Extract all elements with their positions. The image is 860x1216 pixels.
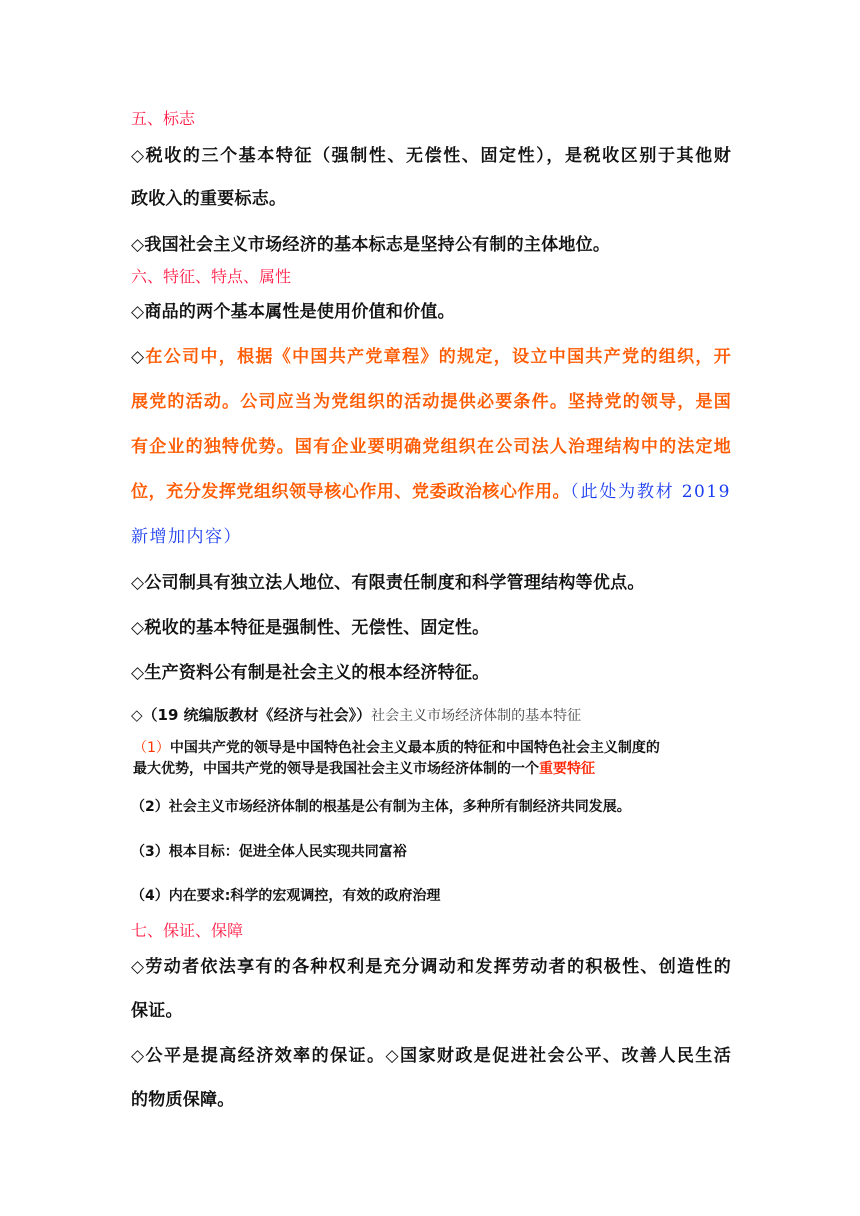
item-text: 社会主义市场经济体制的根基是公有制为主体，多种所有制经济共同发展。 [168, 799, 631, 815]
sec5-para-1-line-1: ◇税收的三个基本特征（强制性、无偿性、固定性），是税收区别于其他财 [131, 146, 731, 166]
highlight-text: 位，充分发挥党组织领导核心作用、党委政治核心作用。 [131, 482, 571, 502]
sec6-para-6 [131, 704, 731, 725]
item-text-continued: 最大优势，中国共产党的领导是我国社会主义市场经济体制的一个 [133, 761, 539, 777]
highlight-text: 在公司中，根据《中国共产党章程》的规定，设立中国共产党的组织，开 [145, 347, 732, 367]
topic-caption: 社会主义市场经济体制的基本特征 [371, 708, 582, 724]
feature-item-1 [133, 738, 731, 780]
textbook-note: （此处为教材 2019 [570, 482, 731, 502]
feature-item-3 [131, 841, 731, 861]
sec6-para-5: ◇生产资料公有制是社会主义的根本经济特征。 [131, 663, 490, 683]
section-5-heading: 五、标志 [131, 109, 196, 128]
sec5-para-2: ◇我国社会主义市场经济的基本标志是坚持公有制的主体地位。 [131, 235, 611, 255]
sec6-para-2-line-1 [131, 342, 731, 367]
sec7-para-2-line-2: 的物质保障。 [131, 1090, 235, 1110]
textbook-reference: ◇（19 统编版教材《经济与社会》） [131, 706, 372, 724]
key-term: 重要特征 [539, 761, 595, 777]
sec6-para-4: ◇税收的基本特征是强制性、无偿性、固定性。 [131, 618, 490, 638]
section-7-heading: 七、保证、保障 [131, 921, 244, 940]
section-6-heading: 六、特征、特点、属性 [131, 267, 292, 286]
item-text: 中国共产党的领导是中国特色社会主义最本质的特征和中国特色社会主义制度的 [169, 740, 660, 756]
item-number: （2） [131, 799, 169, 815]
sec6-para-3: ◇公司制具有独立法人地位、有限责任制度和科学管理结构等优点。 [131, 573, 645, 593]
feature-item-4 [131, 885, 731, 905]
item-number: （4） [131, 888, 169, 904]
sec7-para-2-line-1: ◇公平是提高经济效率的保证。◇国家财政是促进社会公平、改善人民生活 [131, 1046, 731, 1066]
item-number: （3） [131, 844, 169, 860]
sec6-para-2-line-2: 展党的活动。公司应当为党组织的活动提供必要条件。坚持党的领导，是国 [131, 392, 731, 412]
diamond-bullet: ◇ [131, 347, 146, 367]
item-number: （1） [133, 740, 170, 756]
item-text: 内在要求:科学的宏观调控，有效的政府治理 [168, 888, 441, 904]
sec6-para-2-line-3: 有企业的独特优势。国有企业要明确党组织在公司法人治理结构中的法定地 [131, 437, 731, 457]
sec7-para-1-line-2: 保证。 [131, 1001, 183, 1021]
sec7-para-1-line-1: ◇劳动者依法享有的各种权利是充分调动和发挥劳动者的积极性、创造性的 [131, 957, 731, 977]
textbook-note-continued: 新增加内容） [131, 527, 242, 547]
feature-item-2 [131, 796, 731, 816]
sec6-para-2-line-4 [131, 477, 731, 502]
sec5-para-1-line-2: 政收入的重要标志。 [131, 189, 287, 209]
sec6-para-1: ◇商品的两个基本属性是使用价值和价值。 [131, 302, 455, 322]
item-text: 根本目标：促进全体人民实现共同富裕 [168, 844, 407, 860]
